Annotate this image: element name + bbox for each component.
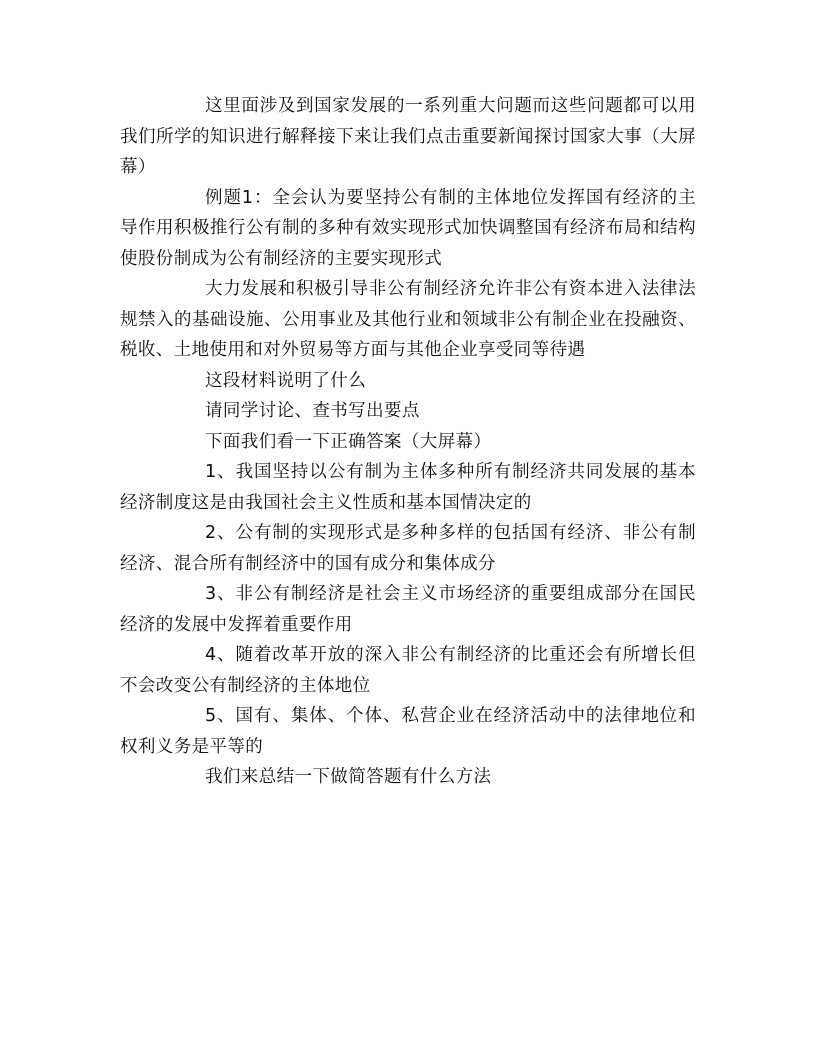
paragraph-point-4: 4、随着改革开放的深入非公有制经济的比重还会有所增长但不会改变公有制经济的主体地位	[120, 645, 696, 696]
paragraph-point-2: 2、公有制的实现形式是多种多样的包括国有经济、非公有制经济、混合所有制经济中的国有成分和集体成分	[120, 523, 696, 574]
paragraph-answer-intro: 下面我们看一下正确答案（大屏幕）	[205, 431, 492, 452]
paragraph-discussion: 请同学讨论、查书写出要点	[205, 401, 420, 421]
paragraph-point-1: 1、我国坚持以公有制为主体多种所有制经济共同发展的基本经济制度这是由我国社会主义性质和基本国情决定的	[120, 462, 696, 513]
paragraph-summary: 我们来总结一下做简答题有什么方法	[205, 767, 492, 787]
paragraph-non-public-economy: 大力发展和积极引导非公有制经济允许非公有资本进入法律法规禁入的基础设施、公用事业及其他行业和领域非公有制企业在投融资、税收、土地使用和对外贸易等方面与其他企业享受同等待遇	[120, 279, 696, 360]
paragraph-point-5: 5、国有、集体、个体、私营企业在经济活动中的法律地位和权利义务是平等的	[120, 706, 696, 757]
paragraph-point-3: 3、非公有制经济是社会主义市场经济的重要组成部分在国民经济的发展中发挥着重要作用	[120, 584, 696, 635]
paragraph-example-1: 例题1：全会认为要坚持公有制的主体地位发挥国有经济的主导作用积极推行公有制的多种有效实现形式加快调整国有经济布局和结构使股份制成为公有制经济的主要实现形式	[120, 187, 696, 269]
paragraph-question: 这段材料说明了什么	[205, 370, 367, 391]
document-body	[120, 91, 696, 793]
paragraph-intro: 这里面涉及到国家发展的一系列重大问题而这些问题都可以用我们所学的知识进行解释接下来让我们点击重要新闻探讨国家大事（大屏幕）	[120, 96, 696, 177]
